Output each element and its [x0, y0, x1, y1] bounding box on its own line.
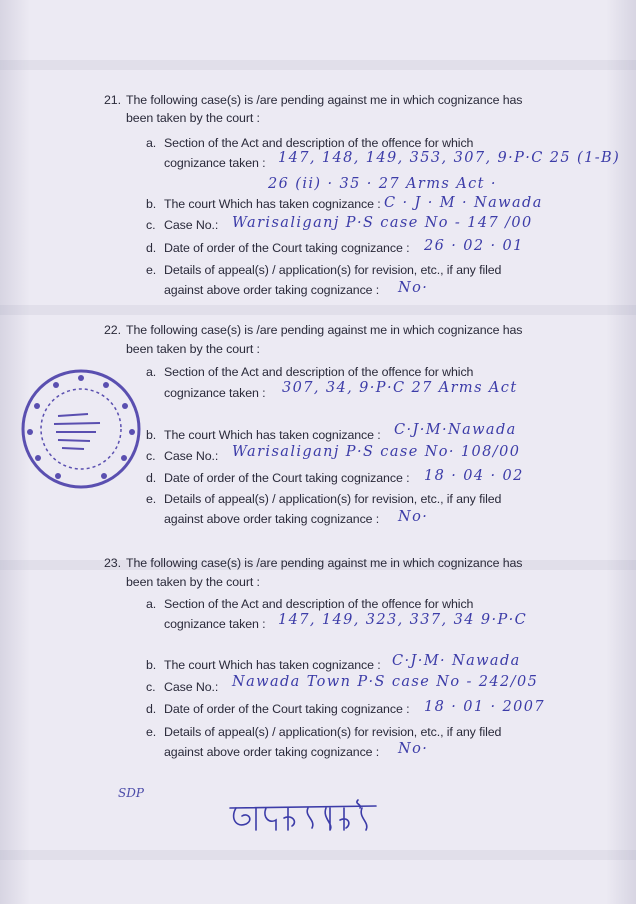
- handwritten-initials: SDP: [118, 786, 144, 800]
- official-seal-stamp: [18, 366, 144, 492]
- handwritten-court: C·J·M· Nawada: [392, 653, 521, 669]
- handwritten-date: 18 · 01 · 2007: [424, 699, 546, 715]
- handwritten-date: 18 · 04 · 02: [424, 468, 524, 484]
- handwritten-appeal: No·: [398, 741, 429, 757]
- handwritten-case-no: Warisaliganj P·S case No· 108/00: [232, 444, 521, 460]
- section-intro-line: been taken by the court :: [126, 111, 260, 125]
- section-intro-line: The following case(s) is /are pending against me in which cognizance has: [126, 556, 523, 570]
- item-letter: d.: [146, 471, 157, 485]
- item-letter: a.: [146, 365, 157, 379]
- item-a-text: Section of the Act and description of the offence for which: [164, 136, 474, 150]
- section-number: 23.: [104, 556, 121, 570]
- item-b-label: The court Which has taken cognizance :: [164, 197, 381, 211]
- item-d-line: [146, 702, 409, 716]
- item-b-line: [146, 428, 381, 442]
- item-a-line: [146, 365, 473, 379]
- item-letter: c.: [146, 449, 156, 463]
- handwritten-sections: 147, 149, 323, 337, 34 9·P·C: [278, 612, 528, 628]
- item-letter: e.: [146, 263, 157, 277]
- section-intro-line: The following case(s) is /are pending against me in which cognizance has: [126, 93, 523, 107]
- item-letter: b.: [146, 658, 157, 672]
- item-e-text: Details of appeal(s) / application(s) for revision, etc., if any filed: [164, 725, 502, 739]
- item-b-line: [146, 658, 381, 672]
- handwritten-court: C · J · M · Nawada: [384, 195, 543, 211]
- handwritten-appeal: No·: [398, 509, 429, 525]
- handwritten-sections: 307, 34, 9·P·C 27 Arms Act: [282, 380, 518, 396]
- item-b-label: The court Which has taken cognizance :: [164, 428, 381, 442]
- item-e-text: Details of appeal(s) / application(s) for revision, etc., if any filed: [164, 263, 502, 277]
- item-a-text: Section of the Act and description of the offence for which: [164, 597, 474, 611]
- section-number: 22.: [104, 323, 121, 337]
- section-intro-line: been taken by the court :: [126, 342, 260, 356]
- item-letter: d.: [146, 702, 157, 716]
- item-e-text: Details of appeal(s) / application(s) for revision, etc., if any filed: [164, 492, 502, 506]
- handwritten-appeal: No·: [398, 280, 429, 296]
- item-letter: b.: [146, 428, 157, 442]
- item-e-line: [146, 492, 501, 506]
- item-letter: d.: [146, 241, 157, 255]
- handwritten-court: C·J·M·Nawada: [394, 422, 517, 438]
- item-a-label: cognizance taken :: [164, 386, 266, 400]
- item-letter: c.: [146, 680, 156, 694]
- handwritten-signature: [226, 796, 386, 838]
- section-intro-line: The following case(s) is /are pending against me in which cognizance has: [126, 323, 523, 337]
- scan-artifact: [0, 850, 636, 860]
- item-letter: e.: [146, 725, 157, 739]
- item-b-label: The court Which has taken cognizance :: [164, 658, 381, 672]
- handwritten-date: 26 · 02 · 01: [424, 238, 524, 254]
- section-number: 21.: [104, 93, 121, 107]
- item-d-label: Date of order of the Court taking cognizance :: [164, 702, 410, 716]
- item-c-label: Case No.:: [164, 218, 219, 232]
- item-letter: e.: [146, 492, 157, 506]
- item-e-line: [146, 263, 501, 277]
- scan-artifact: [0, 305, 636, 315]
- handwritten-case-no: Nawada Town P·S case No - 242/05: [232, 674, 539, 690]
- item-a-label: cognizance taken :: [164, 617, 266, 631]
- item-e-label: against above order taking cognizance :: [164, 283, 380, 297]
- item-c-line: [146, 449, 218, 463]
- item-a-text: Section of the Act and description of the offence for which: [164, 365, 474, 379]
- item-d-label: Date of order of the Court taking cognizance :: [164, 471, 410, 485]
- item-letter: a.: [146, 136, 157, 150]
- item-e-label: against above order taking cognizance :: [164, 512, 380, 526]
- item-a-line: [146, 136, 473, 150]
- item-e-label: against above order taking cognizance :: [164, 745, 380, 759]
- scan-artifact: [0, 60, 636, 70]
- handwritten-sections-continued: 26 (ii) · 35 · 27 Arms Act ·: [268, 176, 497, 192]
- item-d-line: [146, 471, 409, 485]
- item-c-label: Case No.:: [164, 449, 219, 463]
- item-c-line: [146, 218, 218, 232]
- item-e-line: [146, 725, 501, 739]
- item-a-line: [146, 597, 473, 611]
- handwritten-case-no: Warisaliganj P·S case No - 147 /00: [232, 215, 533, 231]
- item-letter: a.: [146, 597, 157, 611]
- item-a-label: cognizance taken :: [164, 156, 266, 170]
- item-b-line: [146, 197, 381, 211]
- item-c-line: [146, 680, 218, 694]
- section-intro-line: been taken by the court :: [126, 575, 260, 589]
- item-c-label: Case No.:: [164, 680, 219, 694]
- item-d-line: [146, 241, 409, 255]
- item-d-label: Date of order of the Court taking cognizance :: [164, 241, 410, 255]
- item-letter: c.: [146, 218, 156, 232]
- item-letter: b.: [146, 197, 157, 211]
- handwritten-sections: 147, 148, 149, 353, 307, 9·P·C 25 (1-B): [278, 150, 621, 166]
